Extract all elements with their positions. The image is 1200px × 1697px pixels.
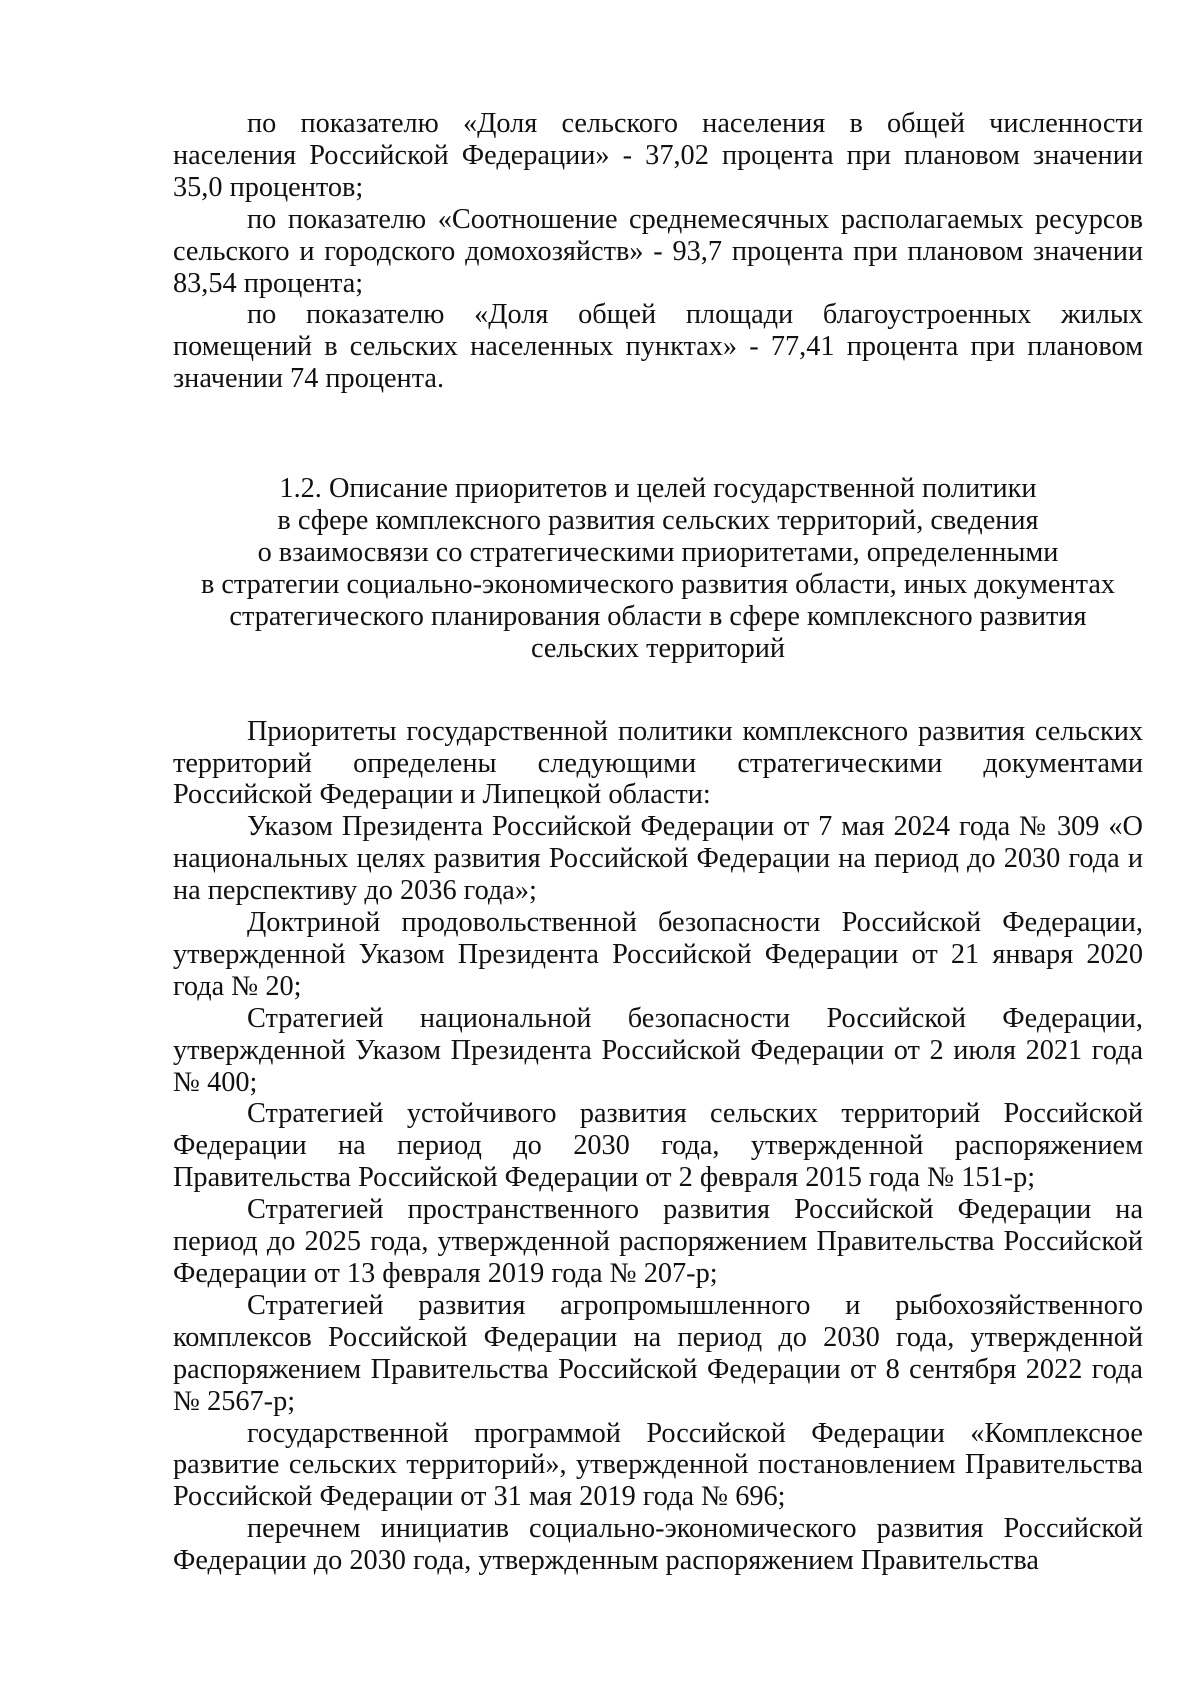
- document-list-item: Доктриной продовольственной безопасности Российской Федерации, утвержденной Указом Президента Российской Федерации от 21 января 2020 года № 20;: [173, 907, 1143, 1002]
- document-list-item: Стратегией пространственного развития Российской Федерации на период до 2025 года, утвержденной распоряжением Правительства Российской Федерации от 13 февраля 2019 года № 207-р;: [173, 1194, 1143, 1289]
- priorities-intro-paragraph: Приоритеты государственной политики комплексного развития сельских территорий определены следующими стратегическими документами Российской Федерации и Липецкой области:: [173, 715, 1143, 811]
- document-list-item: Стратегией развития агропромышленного и рыбохозяйственного комплексов Российской Федерации на период до 2030 года, утвержденной распоряжением Правительства Российской Федерации от 8 сентября 2022 года № 2567-р;: [173, 1289, 1143, 1417]
- section-heading: [173, 395, 1143, 715]
- document-list-item: Стратегией устойчивого развития сельских территорий Российской Федерации на период до 2030 года, утвержденной распоряжением Правительства Российской Федерации от 2 февраля 2015 года № 151-р;: [173, 1098, 1143, 1194]
- document-list-item: государственной программой Российской Федерации «Комплексное развитие сельских территорий», утвержденной постановлением Правительства Российской Федерации от 31 мая 2019 года № 696;: [173, 1417, 1143, 1513]
- section-heading-line: в стратегии социально-экономического развития области, иных документах: [200, 568, 1116, 600]
- section-heading-line: о взаимосвязи со стратегическими приоритетами, определенными: [257, 536, 1059, 568]
- document-list-item: перечнем инициатив социально-экономического развития Российской Федерации до 2030 года, утвержденным распоряжением Правительства: [173, 1513, 1143, 1577]
- document-page: [173, 108, 1143, 1577]
- section-heading-line: в сфере комплексного развития сельских территорий, сведения: [277, 505, 1039, 537]
- indicator-paragraph-housing-area: по показателю «Доля общей площади благоустроенных жилых помещений в сельских населенных пунктах» - 77,41 процента при плановом значении 74 процента.: [173, 299, 1143, 395]
- section-heading-line: стратегического планирования области в сфере комплексного развития: [229, 600, 1087, 632]
- indicator-paragraph-rural-population: по показателю «Доля сельского населения в общей численности населения Российской Федерации» - 37,02 процента при плановом значении 35,0 процентов;: [173, 108, 1143, 203]
- indicator-paragraph-household-resources: по показателю «Соотношение среднемесячных располагаемых ресурсов сельского и городского домохозяйств» - 93,7 процента при плановом значении 83,54 процента;: [173, 203, 1143, 299]
- section-heading-line: сельских территорий: [530, 632, 786, 664]
- section-heading-line: 1.2. Описание приоритетов и целей государственной политики: [279, 473, 1037, 505]
- document-list-item: Стратегией национальной безопасности Российской Федерации, утвержденной Указом Президента Российской Федерации от 2 июля 2021 года № 400;: [173, 1002, 1143, 1098]
- document-list-item: Указом Президента Российской Федерации от 7 мая 2024 года № 309 «О национальных целях развития Российской Федерации на период до 2030 года и на перспективу до 2036 года»;: [173, 811, 1143, 907]
